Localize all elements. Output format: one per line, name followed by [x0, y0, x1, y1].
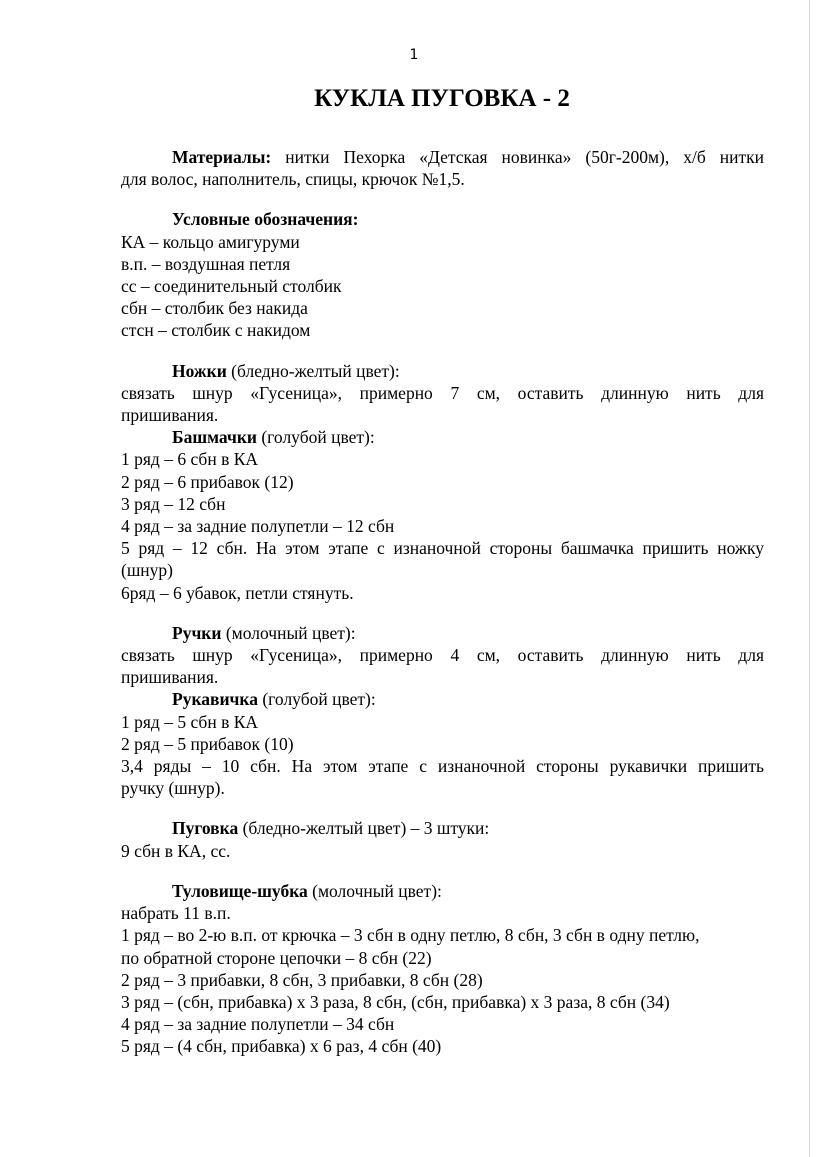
legs-text-line-2: пришивания. [121, 405, 219, 426]
materials-line-1 [121, 146, 764, 168]
legend-heading: Условные обозначения: [172, 209, 359, 230]
page-edge [809, 0, 828, 1157]
arms-text-line-2: пришивания. [121, 667, 219, 688]
legend-item: стсн – столбик с накидом [121, 320, 311, 341]
shoes-row: 2 ряд – 6 прибавок (12) [121, 471, 294, 492]
body-row-1-line-2: по обратной стороне цепочки – 8 сбн (22) [121, 947, 432, 968]
shoes-row: 4 ряд – за задние полупетли – 12 сбн [121, 516, 395, 537]
body-heading-line [121, 880, 764, 902]
page-title: КУКЛА ПУГОВКА - 2 [314, 85, 570, 112]
legend-item: сс – соединительный столбик [121, 276, 342, 297]
page-number: 1 [409, 47, 419, 63]
mitten-row: 1 ряд – 5 сбн в КА [121, 711, 259, 732]
legend-item: КА – кольцо амигуруми [121, 231, 300, 252]
body-row: 5 ряд – (4 сбн, прибавка) х 6 раз, 4 сбн (40) [121, 1036, 442, 1057]
body-row-1-line-1: 1 ряд – во 2-ю в.п. от крючка – 3 сбн в одну петлю, 8 сбн, 3 сбн в одну петлю, [121, 925, 700, 946]
shoes-row-5-line-2: (шнур) [121, 560, 173, 581]
arms-heading: Ручки [172, 622, 222, 643]
legs-heading-line [121, 360, 764, 382]
button-note: (бледно-желтый цвет) – 3 штуки: [238, 818, 490, 839]
mitten-row-3-line-2: ручку (шнур). [121, 778, 225, 799]
shoes-heading-line [121, 426, 764, 448]
legend-item: сбн – столбик без накида [121, 298, 308, 319]
arms-heading-line [121, 622, 764, 644]
body-heading: Туловище-шубка [172, 880, 308, 901]
document-body [121, 146, 764, 1058]
shoes-row: 1 ряд – 6 сбн в КА [121, 449, 259, 470]
shoes-row-6: 6ряд – 6 убавок, петли стянуть. [121, 582, 354, 603]
arms-text-line-1: связать шнур «Гусеница», примерно 4 см, оставить длинную нить для [121, 645, 764, 666]
body-row: 3 ряд – (сбн, прибавка) х 3 раза, 8 сбн, (сбн, прибавка) х 3 раза, 8 сбн (34) [121, 991, 670, 1012]
mitten-heading-line [121, 688, 764, 710]
shoes-row-5-line-1: 5 ряд – 12 сбн. На этом этапе с изнаночной стороны башмачка пришить ножку [121, 538, 764, 559]
shoes-row: 3 ряд – 12 сбн [121, 493, 226, 514]
mitten-row-3-line-1: 3,4 ряды – 10 сбн. На этом этапе с изнаночной стороны рукавички пришить [121, 756, 764, 777]
shoes-heading: Башмачки [172, 427, 257, 448]
body-row: 2 ряд – 3 прибавки, 8 сбн, 3 прибавки, 8 сбн (28) [121, 969, 483, 990]
mitten-note: (голубой цвет): [257, 689, 376, 710]
mitten-heading: Рукавичка [172, 689, 258, 710]
legs-heading: Ножки [172, 360, 227, 381]
legend-item: в.п. – воздушная петля [121, 253, 291, 274]
body-row: 4 ряд – за задние полупетли – 34 сбн [121, 1014, 395, 1035]
body-note: (молочный цвет): [307, 880, 442, 901]
button-heading: Пуговка [172, 818, 239, 839]
legs-text-line-1: связать шнур «Гусеница», примерно 7 см, оставить длинную нить для [121, 382, 764, 403]
body-start-line: набрать 11 в.п. [121, 903, 231, 924]
materials-text: нитки Пехорка «Детская новинка» (50г-200м), х/б нитки [271, 147, 764, 167]
mitten-row: 2 ряд – 5 прибавок (10) [121, 733, 294, 754]
legs-note: (бледно-желтый цвет): [226, 360, 400, 381]
button-text: 9 сбн в КА, сс. [121, 840, 231, 861]
materials-label: Материалы: [172, 147, 272, 167]
arms-note: (молочный цвет): [221, 622, 356, 643]
button-heading-line [121, 817, 764, 839]
materials-line-2: для волос, наполнитель, спицы, крючок №1,5. [121, 169, 465, 190]
shoes-note: (голубой цвет): [256, 427, 375, 448]
